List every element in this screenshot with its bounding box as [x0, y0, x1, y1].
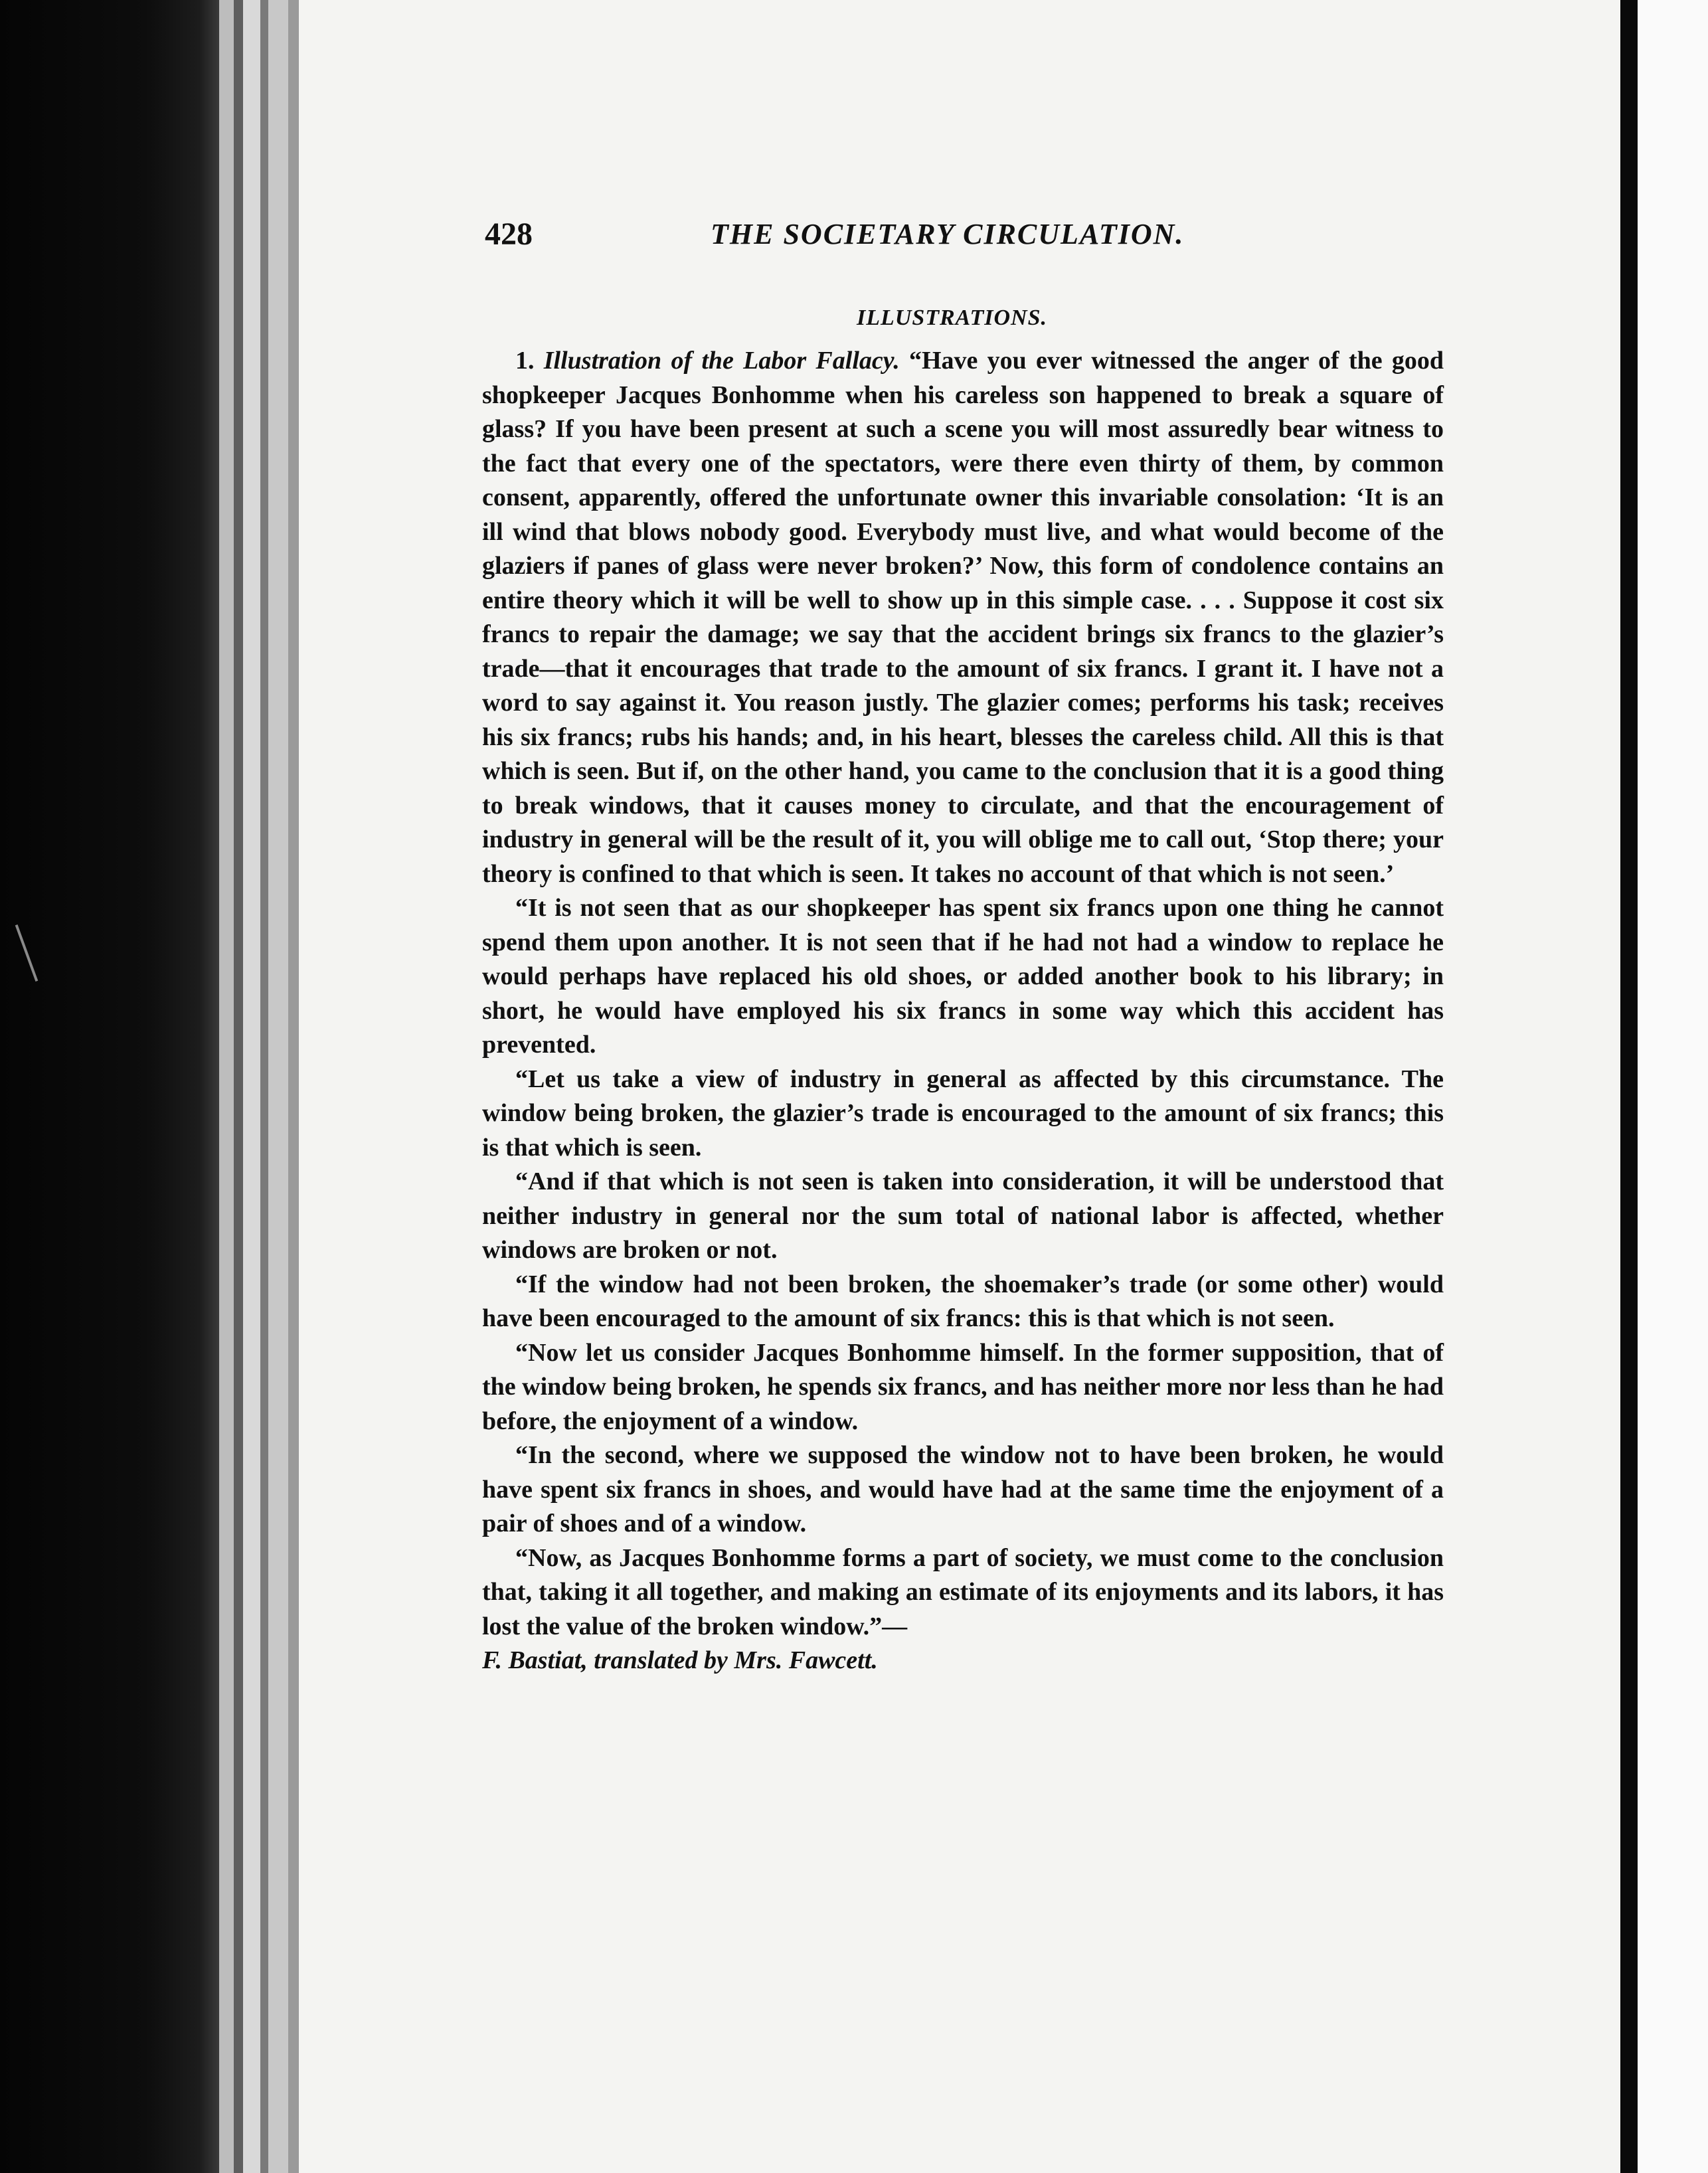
page-edge-strip [219, 0, 234, 2173]
running-title: THE SOCIETARY CIRCULATION. [711, 218, 1185, 250]
paragraph: “Now let us consider Jacques Bonhomme himself. In the former supposition, that of the window being broken, he spends six francs, and has neither more nor less than he had before, the enjoyment of a window. [482, 1338, 1444, 1435]
paragraph-text: “Have you ever witnessed the anger of the good shopkeeper Jacques Bonhomme when his careless son happened to break a square of glass? If you have been present at such a scene you will most assuredly bear witness to the fact that every one of the spectators, were there even thirty of them, by common consent, apparently, offered the unfortunate owner this invariable consolation: ‘It is an ill wind that blows nobody good. Everybody must live, and what would become of the glaziers if panes of glass were never broken?’ Now, this form of condolence contains an entire theory which it will be well to show up in this simple case. . . . Suppose it cost six francs to repair the damage; we say that the accident brings six francs to the glazier’s trade—that it encourages that trade to the amount of six francs. I grant it. I have not a word to say against it. You reason justly. The glazier comes; performs his task; receives his six francs; rubs his hands; and, in his heart, blesses the careless child. All this is that which is seen. But if, on the other hand, you came to the conclusion that it is a good thing to break windows, that it causes money to circulate, and that the encouragement of industry in general will be the result of it, you will oblige me to call out, ‘Stop there; your theory is confined to that which is seen. It takes no account of that which is not seen.’ [482, 347, 1444, 888]
paragraph-text: “Now, as Jacques Bonhomme forms a part of society, we must come to the conclusion that, taking it all together, and making an estimate of its enjoyments and its labors, it has lost the value of the broken window.”— [482, 1543, 1444, 1640]
page-edge-strip [288, 0, 299, 2173]
attribution: F. Bastiat, translated by Mrs. Fawcett. [482, 1646, 878, 1674]
paragraph: “If the window had not been broken, the shoemaker’s trade (or some other) would have been encouraged to the amount of six francs: this is that which is not seen. [482, 1270, 1444, 1332]
paragraph: “It is not seen that as our shopkeeper has spent six francs upon one thing he cannot spend them upon another. It is not seen that if he had not had a window to replace he would perhaps have replaced his old shoes, or added another book to his library; in short, he would have employed his six francs in some way which this accident has prevented. [482, 894, 1444, 1059]
paragraph: “In the second, where we supposed the window not to have been broken, he would have spent six francs in shoes, and would have had at the same time the enjoyment of a pair of shoes and of a window. [482, 1441, 1444, 1537]
section-heading: ILLUSTRATIONS. [857, 305, 1047, 330]
paragraph: “Let us take a view of industry in general as affected by this circumstance. The window being broken, the glazier’s trade is encouraged to the amount of six francs; this is that which is seen. [482, 1065, 1444, 1162]
page-edge-strip [268, 0, 288, 2173]
right-page-edge [1620, 0, 1638, 2173]
illustration-title: Illustration of the Labor Fallacy. [543, 347, 900, 375]
page-number: 428 [485, 217, 533, 252]
facing-page-margin [1638, 0, 1708, 2173]
page-edge-strip [234, 0, 243, 2173]
binding-shadow [0, 0, 219, 2173]
running-header [485, 216, 1235, 269]
page-edge-strip [260, 0, 268, 2173]
paragraph [482, 1541, 1444, 1678]
illustration-number: 1. [515, 347, 535, 375]
body-text [482, 344, 1444, 1678]
paragraph [482, 344, 1444, 891]
paragraph: “And if that which is not seen is taken into consideration, it will be understood that neither industry in general nor the sum total of national labor is affected, whether windows are broken or not. [482, 1168, 1444, 1264]
page-edge-strip [243, 0, 260, 2173]
